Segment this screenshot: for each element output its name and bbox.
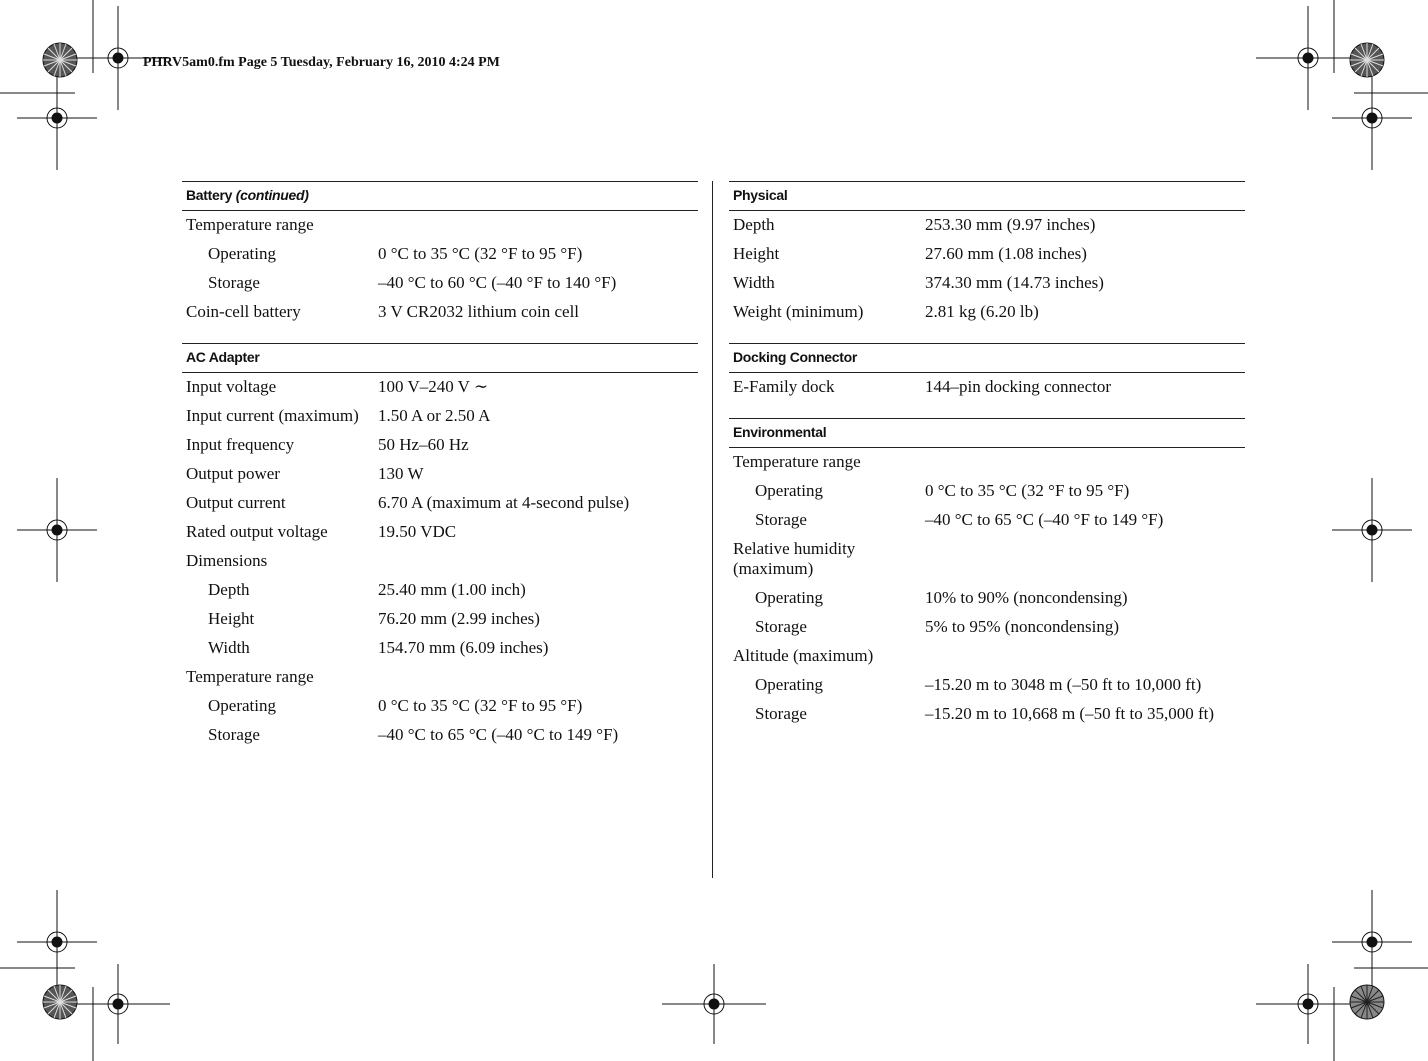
- spec-row: [729, 373, 1245, 402]
- registration-mark-icon: [66, 964, 170, 1044]
- spec-label: Depth: [208, 580, 250, 599]
- spec-row: [182, 431, 698, 460]
- spec-row: [729, 535, 1245, 584]
- spec-value: 0 °C to 35 °C (32 °F to 95 °F): [925, 481, 1130, 500]
- spec-label: Storage: [755, 617, 807, 636]
- spec-row: [729, 671, 1245, 700]
- environmental-section: [729, 418, 1245, 729]
- spec-row: [182, 240, 698, 269]
- spec-row: [729, 269, 1245, 298]
- spec-label: Storage: [755, 704, 807, 723]
- star-target-icon: [41, 983, 79, 1021]
- spec-label: Operating: [755, 588, 823, 607]
- spec-value: 25.40 mm (1.00 inch): [378, 580, 526, 599]
- star-target-icon: [1348, 983, 1386, 1021]
- spec-value: 6.70 A (maximum at 4-second pulse): [378, 493, 630, 512]
- spec-value: –40 °C to 60 °C (–40 °F to 140 °F): [378, 273, 617, 292]
- spec-row: [182, 605, 698, 634]
- spec-label: Coin-cell battery: [186, 302, 301, 321]
- spec-label: Height: [208, 609, 255, 628]
- spec-row: [729, 477, 1245, 506]
- spec-label: Temperature range: [733, 452, 861, 471]
- spec-value: 50 Hz–60 Hz: [378, 435, 469, 454]
- spec-value: [378, 551, 698, 571]
- spec-value: 0 °C to 35 °C (32 °F to 95 °F): [378, 244, 583, 263]
- registration-mark-icon: [1332, 66, 1412, 170]
- spec-label: Storage: [755, 510, 807, 529]
- spec-label: Relative humidity (maximum): [733, 539, 856, 578]
- spec-value: [925, 452, 1245, 472]
- spec-value: 3 V CR2032 lithium coin cell: [378, 302, 580, 321]
- spec-row: [182, 576, 698, 605]
- spec-row: [182, 298, 698, 327]
- ac-adapter-section: [182, 343, 698, 750]
- registration-mark-icon: [662, 964, 766, 1044]
- registration-mark-icon: [1256, 964, 1360, 1044]
- spec-value: 5% to 95% (noncondensing): [925, 617, 1120, 636]
- spec-value: 10% to 90% (noncondensing): [925, 588, 1128, 607]
- right-column: [729, 181, 1245, 745]
- spec-label: Output current: [186, 493, 286, 512]
- left-column: [182, 181, 698, 766]
- section-title: Battery: [186, 187, 233, 203]
- spec-label: Width: [733, 273, 775, 292]
- spec-label: Operating: [755, 675, 823, 694]
- page-header: PHRV5am0.fm Page 5 Tuesday, February 16, 2010 4:24 PM: [143, 55, 500, 70]
- registration-mark-icon: [17, 66, 97, 170]
- spec-label: Operating: [208, 696, 276, 715]
- spec-label: Width: [208, 638, 250, 657]
- spec-value: 130 W: [378, 464, 424, 483]
- spec-label: Storage: [208, 273, 260, 292]
- spec-label: E-Family dock: [733, 377, 835, 396]
- registration-mark-icon: [17, 478, 97, 582]
- spec-value: –15.20 m to 10,668 m (–50 ft to 35,000 ft): [925, 704, 1214, 723]
- spec-value: –40 °C to 65 °C (–40 °F to 149 °F): [925, 510, 1164, 529]
- spec-row: [182, 692, 698, 721]
- spec-row: [182, 373, 698, 402]
- spec-label: Altitude (maximum): [733, 646, 874, 665]
- physical-section: [729, 181, 1245, 327]
- spec-label: Input current (maximum): [186, 406, 359, 425]
- spec-value: 253.30 mm (9.97 inches): [925, 215, 1096, 234]
- spec-row: [729, 613, 1245, 642]
- spec-row: [182, 518, 698, 547]
- spec-row: [182, 547, 698, 576]
- spec-row: [182, 489, 698, 518]
- spec-value: [378, 215, 698, 235]
- section-heading: Physical: [729, 181, 1245, 211]
- spec-label: Depth: [733, 215, 775, 234]
- spec-value: [925, 539, 1245, 579]
- spec-value: 374.30 mm (14.73 inches): [925, 273, 1104, 292]
- spec-label: Height: [733, 244, 780, 263]
- spec-row: [729, 506, 1245, 535]
- docking-connector-section: [729, 343, 1245, 402]
- spec-row: [729, 298, 1245, 327]
- spec-value: 100 V–240 V ∼: [378, 377, 489, 396]
- registration-mark-icon: [1332, 478, 1412, 582]
- spec-row: [182, 460, 698, 489]
- section-title-suffix: (continued): [235, 187, 309, 203]
- spec-value: [925, 646, 1245, 666]
- spec-value: 0 °C to 35 °C (32 °F to 95 °F): [378, 696, 583, 715]
- spec-label: Operating: [755, 481, 823, 500]
- spec-label: Storage: [208, 725, 260, 744]
- spec-label: Temperature range: [186, 667, 314, 686]
- section-heading: [182, 181, 698, 211]
- spec-label: Rated output voltage: [186, 522, 328, 541]
- spec-row: [729, 700, 1245, 729]
- battery-section: [182, 181, 698, 327]
- spec-value: [378, 667, 698, 687]
- spec-label: Input voltage: [186, 377, 277, 396]
- spec-value: –40 °C to 65 °C (–40 °C to 149 °F): [378, 725, 619, 744]
- spec-value: 144–pin docking connector: [925, 377, 1112, 396]
- star-target-icon: [41, 41, 79, 79]
- section-heading: AC Adapter: [182, 343, 698, 373]
- star-target-icon: [1348, 41, 1386, 79]
- spec-row: [182, 402, 698, 431]
- spec-value: 2.81 kg (6.20 lb): [925, 302, 1039, 321]
- section-heading: Docking Connector: [729, 343, 1245, 373]
- spec-value: 19.50 VDC: [378, 522, 457, 541]
- section-heading: Environmental: [729, 418, 1245, 448]
- spec-label: Temperature range: [186, 215, 314, 234]
- spec-row: [182, 721, 698, 750]
- spec-value: 27.60 mm (1.08 inches): [925, 244, 1087, 263]
- spec-value: 1.50 A or 2.50 A: [378, 406, 491, 425]
- spec-label: Output power: [186, 464, 280, 483]
- spec-row: [729, 211, 1245, 240]
- spec-row: [729, 642, 1245, 671]
- spec-row: [729, 448, 1245, 477]
- spec-label: Input frequency: [186, 435, 295, 454]
- spec-label: Weight (minimum): [733, 302, 864, 321]
- column-divider: [712, 181, 713, 878]
- spec-row: [182, 211, 698, 240]
- spec-row: [182, 634, 698, 663]
- spec-row: [729, 240, 1245, 269]
- spec-label: Operating: [208, 244, 276, 263]
- spec-value: 76.20 mm (2.99 inches): [378, 609, 540, 628]
- spec-row: [729, 584, 1245, 613]
- spec-value: 154.70 mm (6.09 inches): [378, 638, 549, 657]
- spec-label: Dimensions: [186, 551, 268, 570]
- spec-row: [182, 269, 698, 298]
- spec-value: –15.20 m to 3048 m (–50 ft to 10,000 ft): [925, 675, 1202, 694]
- spec-row: [182, 663, 698, 692]
